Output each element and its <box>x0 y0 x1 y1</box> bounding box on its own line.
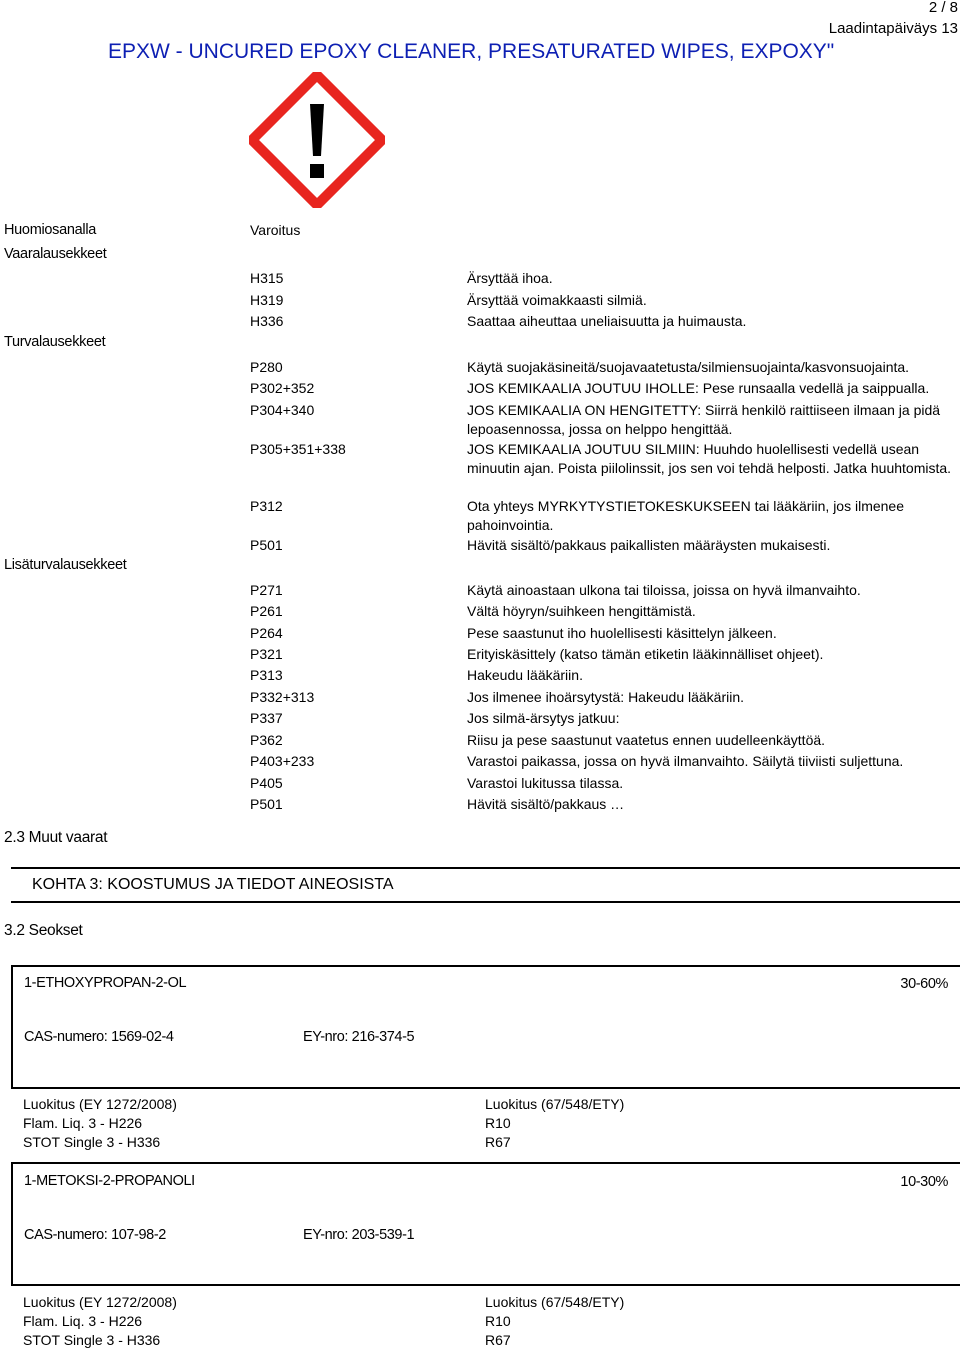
clp-header: Luokitus (EY 1272/2008) <box>23 1096 177 1112</box>
component-box <box>11 1162 960 1286</box>
dsd-line: R67 <box>485 1134 511 1150</box>
page-number: 2 / 8 <box>928 0 958 16</box>
statement-code: P305+351+338 <box>250 441 346 457</box>
mixtures-heading: 3.2 Seokset <box>4 922 83 939</box>
signal-word-label: Huomiosanalla <box>4 222 97 238</box>
clp-header: Luokitus (EY 1272/2008) <box>23 1294 177 1310</box>
statement-code: P403+233 <box>250 753 315 769</box>
component-name: 1-METOKSI-2-PROPANOLI <box>24 1173 195 1189</box>
ghs-exclamation-mark-icon <box>249 72 385 208</box>
clp-line: Flam. Liq. 3 - H226 <box>23 1313 143 1329</box>
statement-code: H319 <box>250 292 284 308</box>
statement-text: Riisu ja pese saastunut vaatetus ennen uudelleenkäyttöä. <box>467 732 826 748</box>
other-hazards-heading: 2.3 Muut vaarat <box>4 829 108 846</box>
statement-code: P405 <box>250 775 283 791</box>
statement-code: P332+313 <box>250 689 315 705</box>
statement-code: P312 <box>250 498 283 514</box>
section-3-header <box>11 867 960 903</box>
statement-code: P304+340 <box>250 402 315 418</box>
statement-text: Käytä ainoastaan ulkona tai tiloissa, joissa on hyvä ilmanvaihto. <box>467 582 861 598</box>
ec-number: EY-nro: 216-374-5 <box>303 1029 415 1045</box>
statement-text: Vältä höyryn/suihkeen hengittämistä. <box>467 603 696 619</box>
statement-text: Ärsyttää voimakkaasti silmiä. <box>467 292 647 308</box>
statement-text: Hävitä sisältö/pakkaus paikallisten määräysten mukaisesti. <box>467 537 831 553</box>
statement-text: Jos silmä-ärsytys jatkuu: <box>467 710 620 726</box>
cas-number: CAS-numero: 1569-02-4 <box>24 1029 174 1045</box>
statement-code: P337 <box>250 710 283 726</box>
statement-code: P313 <box>250 667 283 683</box>
ec-number: EY-nro: 203-539-1 <box>303 1227 415 1243</box>
statement-code: P321 <box>250 646 283 662</box>
precautionary-statements-label: Turvalausekkeet <box>4 334 106 350</box>
statement-text: Ota yhteys MYRKYTYSTIETOKESKUKSEEN tai lääkäriin, jos ilmenee pahoinvointia. <box>467 498 905 533</box>
dsd-classification <box>485 1293 624 1350</box>
statement-text: Varastoi paikassa, jossa on hyvä ilmanvaihto. Säilytä tiiviisti suljettuna. <box>467 753 904 769</box>
cas-number: CAS-numero: 107-98-2 <box>24 1227 166 1243</box>
signal-word: Varoitus <box>250 222 301 238</box>
component-percent: 10-30% <box>900 1174 948 1190</box>
dsd-header: Luokitus (67/548/ETY) <box>485 1096 625 1112</box>
component-name: 1-ETHOXYPROPAN-2-OL <box>24 975 187 991</box>
hazard-statements-label: Vaaralausekkeet <box>4 246 107 262</box>
dsd-line: R10 <box>485 1115 511 1131</box>
clp-classification <box>23 1293 177 1350</box>
clp-line: STOT Single 3 - H336 <box>23 1332 161 1348</box>
component-box <box>11 965 960 1089</box>
statement-text: Pese saastunut iho huolellisesti käsittelyn jälkeen. <box>467 625 777 641</box>
statement-text: Saattaa aiheuttaa uneliaisuutta ja huimausta. <box>467 313 747 329</box>
statement-text: Käytä suojakäsineitä/suojavaatetusta/silmiensuojainta/kasvonsuojainta. <box>467 359 910 375</box>
statement-text: Jos ilmenee ihoärsytystä: Hakeudu lääkäriin. <box>467 689 745 705</box>
statement-code: P501 <box>250 537 283 553</box>
statement-code: P501 <box>250 796 283 812</box>
document-title: EPXW - UNCURED EPOXY CLEANER, PRESATURATED WIPES, EXPOXY" <box>108 40 835 63</box>
statement-text: JOS KEMIKAALIA JOUTUU IHOLLE: Pese runsaalla vedellä ja saippualla. <box>467 380 930 396</box>
clp-line: STOT Single 3 - H336 <box>23 1134 161 1150</box>
revision-date-label: Laadintapäiväys 13 <box>828 20 958 37</box>
section-3-title: KOHTA 3: KOOSTUMUS JA TIEDOT AINEOSISTA <box>32 876 394 893</box>
dsd-line: R67 <box>485 1332 511 1348</box>
dsd-classification <box>485 1095 624 1152</box>
statement-code: P302+352 <box>250 380 315 396</box>
statement-text: Hävitä sisältö/pakkaus … <box>467 796 625 812</box>
clp-classification <box>23 1095 177 1152</box>
statement-code: H315 <box>250 270 284 286</box>
statement-text: JOS KEMIKAALIA ON HENGITETTY: Siirrä henkilö raittiiseen ilmaan ja pidä lepoasennossa, jossa on helppo hengittää. <box>467 402 941 437</box>
statement-text: JOS KEMIKAALIA JOUTUU SILMIIN: Huuhdo huolellisesti vedellä usean minuutin ajan. Poista piilolinssit, jos sen voi tehdä helposti. Jatka huuhtomista. <box>467 441 952 476</box>
statement-code: P271 <box>250 582 283 598</box>
statement-code: P280 <box>250 359 283 375</box>
statement-code: P264 <box>250 625 283 641</box>
statement-text: Ärsyttää ihoa. <box>467 270 553 286</box>
component-percent: 30-60% <box>900 976 948 992</box>
clp-line: Flam. Liq. 3 - H226 <box>23 1115 143 1131</box>
statement-text: Hakeudu lääkäriin. <box>467 667 583 683</box>
dsd-header: Luokitus (67/548/ETY) <box>485 1294 625 1310</box>
statement-code: H336 <box>250 313 284 329</box>
statement-text: Varastoi lukitussa tilassa. <box>467 775 624 791</box>
statement-code: P261 <box>250 603 283 619</box>
supplemental-statements-label: Lisäturvalausekkeet <box>4 557 127 573</box>
statement-text: Erityiskäsittely (katso tämän etiketin lääkinnälliset ohjeet). <box>467 646 824 662</box>
dsd-line: R10 <box>485 1313 511 1329</box>
statement-code: P362 <box>250 732 283 748</box>
